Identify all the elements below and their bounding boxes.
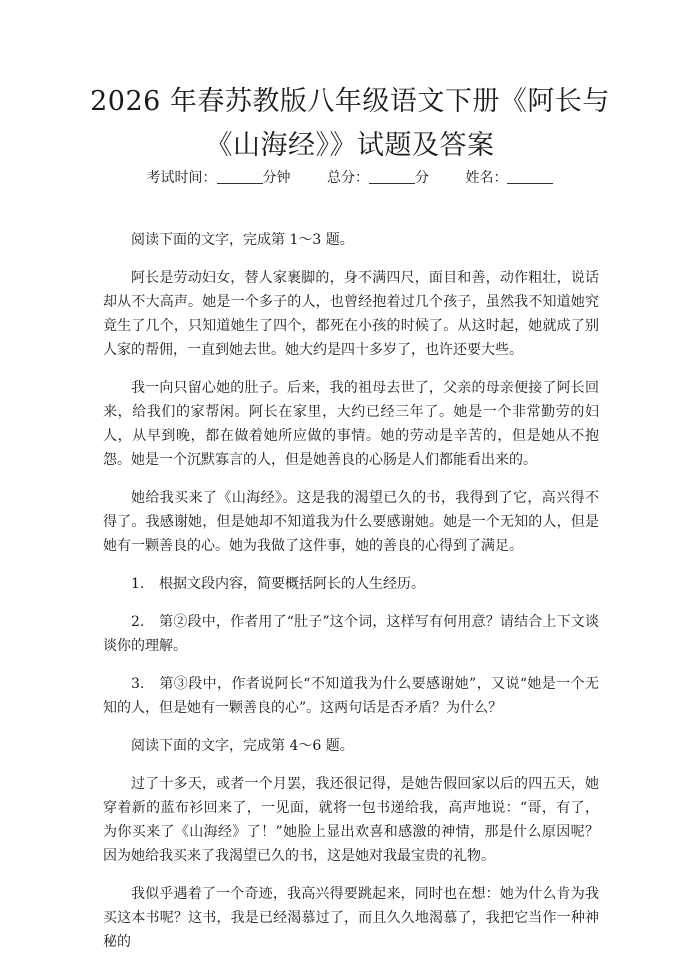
total-score-blank[interactable]	[369, 169, 415, 184]
question-2	[103, 610, 599, 658]
question-3	[103, 672, 599, 720]
passage-2-paragraph: 过了十多天，或者一个月罢，我还很记得，是她告假回家以后的四五天，她穿着新的蓝布衫回来了，一见面，就将一包书递给我，高声地说：“哥，有了，为你买来了《山海经》了！”她脸上显出欢喜和感激的神情，那是什么原因呢？因为她给我买来了我渴望已久的书，这是她对我最宝贵的礼物。	[103, 776, 599, 864]
question-number: 3.	[131, 676, 145, 692]
question-number: 2.	[131, 614, 145, 630]
document-title	[60, 80, 640, 168]
exam-content	[103, 228, 599, 968]
question-1	[103, 572, 599, 596]
title-line-1: 2026 年春苏教版八年级语文下册《阿长与	[90, 86, 610, 117]
total-score	[327, 170, 433, 186]
question-number: 1.	[131, 576, 145, 592]
exam-time-unit: 分钟	[262, 170, 291, 186]
exam-info-row	[60, 168, 640, 188]
title-line-2: 《山海经》》试题及答案	[205, 130, 495, 161]
student-name-label: 姓名：	[465, 170, 508, 186]
passage-1-paragraph: 我一向只留心她的肚子。后来，我的祖母去世了，父亲的母亲便接了阿长回来，给我们的家帮闲。阿长在家里，大约已经三年了。她是一个非常勤劳的妇人，从早到晚，都在做着她所应做的事情。她的劳动是辛苦的，但是她从不抱怨。她是一个沉默寡言的人，但是她善良的心肠是人们都能看出来的。	[103, 380, 599, 468]
student-name-blank[interactable]	[507, 169, 553, 184]
passage-2-paragraph: 我似乎遇着了一个奇迹，我高兴得要跳起来，同时也在想：她为什么肯为我买这本书呢？这书，我是已经渴慕过了，而且久久地渴慕了，我把它当作一种神秘的	[103, 886, 599, 950]
exam-time-blank[interactable]	[217, 169, 263, 184]
question-text: 第③段中，作者说阿长“不知道我为什么要感谢她”，又说“她是一个无知的人，但是她有一颗善良的心”。这两句话是否矛盾？为什么？	[103, 676, 599, 716]
question-text: 根据文段内容，简要概括阿长的人生经历。	[159, 576, 425, 592]
exam-time	[147, 170, 295, 186]
passage-1-paragraph: 阿长是劳动妇女，替人家裹脚的，身不满四尺，面目和善，动作粗壮，说话却从不大高声。她是一个多子的人，也曾经抱着过几个孩子，虽然我不知道她究竟生了几个，只知道她生了四个，都死在小孩的时候了。从这时起，她就成了别人家的帮佣，一直到她去世。她大约是四十多岁了，也许还要大些。	[103, 270, 599, 358]
total-score-label: 总分：	[327, 170, 369, 186]
question-text: 第②段中，作者用了“肚子”这个词，这样写有何用意？请结合上下文谈谈你的理解。	[103, 614, 599, 654]
total-score-unit: 分	[415, 170, 429, 186]
section-2-intro: 阅读下面的文字，完成第 4～6 题。	[131, 738, 354, 754]
student-name	[465, 170, 553, 186]
passage-1-paragraph: 她给我买来了《山海经》。这是我的渴望已久的书，我得到了它，高兴得不得了。我感谢她，但是她却不知道我为什么要感谢她。她是一个无知的人，但是她有一颗善良的心。她为我做了这件事，她的善良的心得到了满足。	[103, 490, 599, 554]
exam-time-label: 考试时间：	[146, 170, 217, 186]
section-1-intro: 阅读下面的文字，完成第 1～3 题。	[131, 232, 354, 248]
